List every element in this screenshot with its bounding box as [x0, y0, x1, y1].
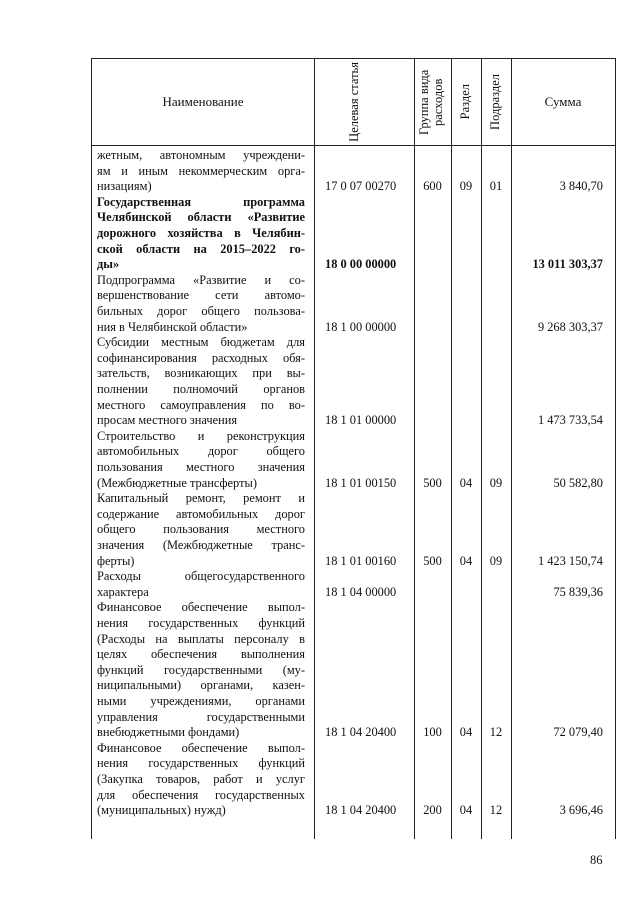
row-name-line: ям и иным некоммерческим орга- — [97, 163, 305, 178]
row-subsection: 09 — [489, 553, 503, 568]
row-name-line: вершенствование сети автомо- — [97, 288, 305, 303]
row-name-line: местного самоуправления по во- — [97, 397, 305, 412]
header-subsection-label: Подраздел — [488, 74, 503, 130]
table-row — [97, 600, 305, 740]
row-target-code: 18 1 01 00150 — [325, 475, 397, 490]
row-target-code: 18 1 04 20400 — [325, 803, 397, 818]
header-section — [451, 59, 481, 145]
row-sum: 1 473 733,54 — [537, 413, 603, 428]
row-target-code: 18 1 01 00000 — [325, 413, 397, 428]
row-name-line: низациям) — [97, 179, 152, 194]
row-sum: 72 079,40 — [553, 725, 603, 740]
row-name-line: Строительство и реконструкция — [97, 428, 305, 443]
header-divider — [92, 145, 615, 146]
row-name-line: функций государственными (му- — [97, 662, 305, 677]
row-name-line: Субсидии местным бюджетам для — [97, 335, 305, 350]
row-name-line: ды» — [97, 257, 120, 272]
header-subsection — [481, 59, 511, 145]
header-group-label: Группа вида расходов — [416, 69, 445, 135]
row-name-line: Расходы общегосударственного — [97, 569, 305, 584]
row-name-line: просам местного значения — [97, 413, 238, 428]
header-name-label: Наименование — [162, 93, 244, 109]
row-name-line: общего пользования местного — [97, 522, 305, 537]
row-target-code: 18 1 04 20400 — [325, 725, 397, 740]
header-section-label: Раздел — [458, 84, 473, 120]
row-name-line: жетным, автономным учреждени- — [97, 148, 305, 162]
row-name-line: нения государственных функций — [97, 756, 305, 771]
row-section: 04 — [459, 725, 473, 740]
row-sum: 3 696,46 — [559, 803, 603, 818]
header-group — [414, 59, 451, 145]
row-subsection: 01 — [489, 179, 503, 194]
row-name-line: значения (Межбюджетные транс- — [97, 537, 305, 552]
row-target-code: 17 0 07 00270 — [325, 179, 397, 194]
row-target-code: 18 0 00 00000 — [325, 257, 397, 272]
col-divider — [314, 59, 315, 839]
row-name-line: ской области на 2015–2022 го- — [97, 241, 305, 256]
row-name-line: ниципальными) органами, казен- — [97, 678, 305, 693]
row-name-line: ферты) — [97, 553, 135, 568]
row-expense-group: 100 — [423, 725, 442, 740]
header-target — [314, 59, 414, 145]
row-name-line: софинансирования расходных обя- — [97, 350, 305, 365]
row-name-line: для обеспечения государственных — [97, 787, 305, 802]
row-name-line: автомобильных дорог общего — [97, 444, 305, 459]
row-expense-group: 600 — [423, 179, 442, 194]
table-row — [97, 148, 305, 195]
row-name-line: дорожного хозяйства в Челябин- — [97, 225, 305, 240]
row-name-line: Финансовое обеспечение выпол- — [97, 600, 305, 615]
row-expense-group: 500 — [423, 475, 442, 490]
table-row — [97, 741, 305, 819]
header-sum — [511, 59, 615, 145]
row-name-line: Челябинской области «Развитие — [97, 210, 305, 225]
row-name-line: ными учреждениями, органами — [97, 693, 305, 708]
row-section: 04 — [459, 553, 473, 568]
row-sum: 13 011 303,37 — [532, 257, 603, 272]
row-name-line: содержание автомобильных дорог — [97, 506, 305, 521]
row-name-line: (муниципальных) нужд) — [97, 803, 226, 818]
row-target-code: 18 1 01 00160 — [325, 553, 397, 568]
row-name-line: целях обеспечения выполнения — [97, 647, 305, 662]
row-name-line: Капитальный ремонт, ремонт и — [97, 491, 305, 506]
row-name-line: ния в Челябинской области» — [97, 319, 248, 334]
row-subsection: 12 — [489, 725, 503, 740]
row-expense-group: 200 — [423, 803, 442, 818]
row-target-code: 18 1 04 00000 — [325, 584, 397, 599]
row-subsection: 09 — [489, 475, 503, 490]
row-expense-group: 500 — [423, 553, 442, 568]
table-row — [97, 273, 305, 335]
col-divider — [414, 59, 415, 839]
table-row — [97, 429, 305, 491]
row-target-code: 18 1 00 00000 — [325, 319, 397, 334]
col-divider — [511, 59, 512, 839]
row-name-line: характера — [97, 584, 149, 599]
row-sum: 50 582,80 — [553, 475, 603, 490]
row-name-line: (Расходы на выплаты персоналу в — [97, 631, 305, 646]
table-row — [97, 195, 305, 273]
table-row — [97, 569, 305, 600]
row-name-line: зательств, возникающих при вы- — [97, 366, 305, 381]
table-row — [97, 491, 305, 569]
row-name-line: управления государственными — [97, 709, 305, 724]
row-subsection: 12 — [489, 803, 503, 818]
row-section: 04 — [459, 475, 473, 490]
row-sum: 3 840,70 — [559, 179, 603, 194]
row-name-line: бильных дорог общего пользова- — [97, 303, 305, 318]
row-name-line: Финансовое обеспечение выпол- — [97, 740, 305, 755]
header-sum-label: Сумма — [544, 93, 582, 109]
row-name-line: нения государственных функций — [97, 615, 305, 630]
row-name-line: полнении полномочий органов — [97, 381, 305, 396]
row-section: 09 — [459, 179, 473, 194]
page-number: 86 — [590, 853, 603, 867]
row-name-line: пользования местного значения — [97, 459, 305, 474]
row-sum: 9 268 303,37 — [537, 319, 603, 334]
row-name-line: внебюджетными фондами) — [97, 725, 240, 740]
table-row — [97, 335, 305, 429]
col-divider — [481, 59, 482, 839]
row-name-line: (Закупка товаров, работ и услуг — [97, 771, 305, 786]
col-divider — [451, 59, 452, 839]
header-target-label: Целевая статья — [347, 62, 361, 142]
row-sum: 1 423 150,74 — [537, 553, 603, 568]
row-name-line: Государственная программа — [97, 194, 305, 209]
header-name — [92, 59, 314, 145]
row-name-line: (Межбюджетные трансферты) — [97, 475, 257, 490]
row-sum: 75 839,36 — [553, 584, 603, 599]
row-section: 04 — [459, 803, 473, 818]
row-name-line: Подпрограмма «Развитие и со- — [97, 272, 305, 287]
